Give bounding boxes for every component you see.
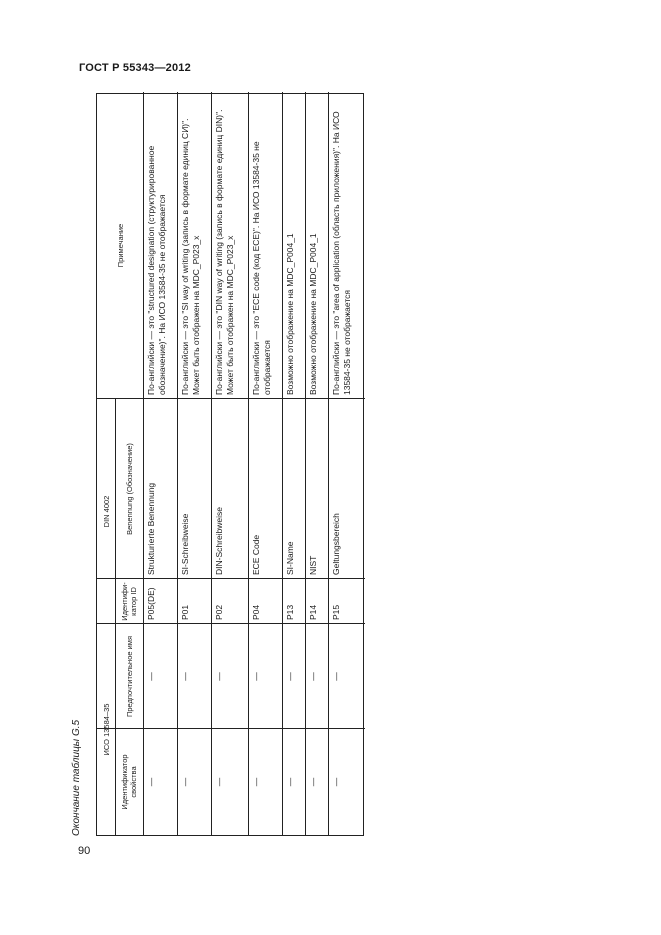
iso-id-cell: — <box>251 777 261 787</box>
din-name-cell: SI-Schreibweise <box>180 513 190 575</box>
col-header-note: Примечание <box>115 223 125 268</box>
iso-name-cell: — <box>146 672 156 681</box>
note-cell: Возможно отображение на MDC_P004_1 <box>285 233 295 395</box>
din-name-cell: ECE Code <box>251 534 261 575</box>
din-name-cell: Geltungsbereich <box>331 513 341 575</box>
din-id-cell: P14 <box>308 604 318 620</box>
data-table <box>96 93 364 836</box>
iso-name-cell: — <box>331 672 341 681</box>
note-cell: Возможно отображение на MDC_P004_1 <box>308 233 318 395</box>
col-header-iso-id: Идентификатор свойства <box>120 754 138 810</box>
din-name-cell: DIN-Schreibweise <box>214 506 224 575</box>
group-header-iso: ИСО 13584–35 <box>101 703 111 756</box>
table-caption: Окончание таблицы G.5 <box>71 719 82 836</box>
iso-name-cell: — <box>180 672 190 681</box>
din-id-cell: P01 <box>180 604 190 620</box>
note-cell: По-английски — это "area of application (область приложения)". На ИСО 13584-35 не отображается <box>331 111 352 395</box>
page-number: 90 <box>78 845 91 857</box>
din-name-cell: SI-Name <box>285 541 295 575</box>
din-id-cell: P02 <box>214 604 224 620</box>
din-name-cell: NIST <box>308 555 318 575</box>
note-cell: По-английски — это "SI way of writing (запись в формате единиц СИ)". Может быть отображен на MDC_P023_x <box>180 118 201 395</box>
iso-id-cell: — <box>308 777 318 787</box>
note-cell: По-английски — это "structured designation (структурированное обозначение)". На ИСО 13584-35 не отображается <box>146 145 167 395</box>
iso-id-cell: — <box>146 777 156 787</box>
iso-id-cell: — <box>331 777 341 787</box>
document-header: ГОСТ Р 55343—2012 <box>79 62 191 74</box>
din-id-cell: P05(DE) <box>146 587 156 620</box>
note-cell: По-английски — это "ECE code (код ECE)". На ИСО 13584-35 не отображается <box>251 141 272 395</box>
iso-id-cell: — <box>214 777 224 787</box>
note-cell: По-английски — это "DIN way of writing (запись в формате единиц DIN)". Может быть отображен на MDC_P023_x <box>214 109 235 395</box>
col-header-din-id: Идентифи-катор ID <box>120 582 138 621</box>
din-id-cell: P15 <box>331 604 341 620</box>
iso-name-cell: — <box>285 672 295 681</box>
iso-id-cell: — <box>285 777 295 787</box>
col-header-din-name: Benennung (Обозначение) <box>124 443 134 535</box>
col-header-iso-name: Предпочтительное имя <box>124 635 134 718</box>
din-name-cell: Strukturierte Benennung <box>146 482 156 575</box>
din-id-cell: P13 <box>285 604 295 620</box>
din-id-cell: P04 <box>251 604 261 620</box>
rotated-table-block <box>71 93 364 836</box>
iso-name-cell: — <box>251 672 261 681</box>
iso-name-cell: — <box>214 672 224 681</box>
iso-id-cell: — <box>180 777 190 787</box>
iso-name-cell: — <box>308 672 318 681</box>
group-header-din: DIN 4002 <box>101 495 111 528</box>
